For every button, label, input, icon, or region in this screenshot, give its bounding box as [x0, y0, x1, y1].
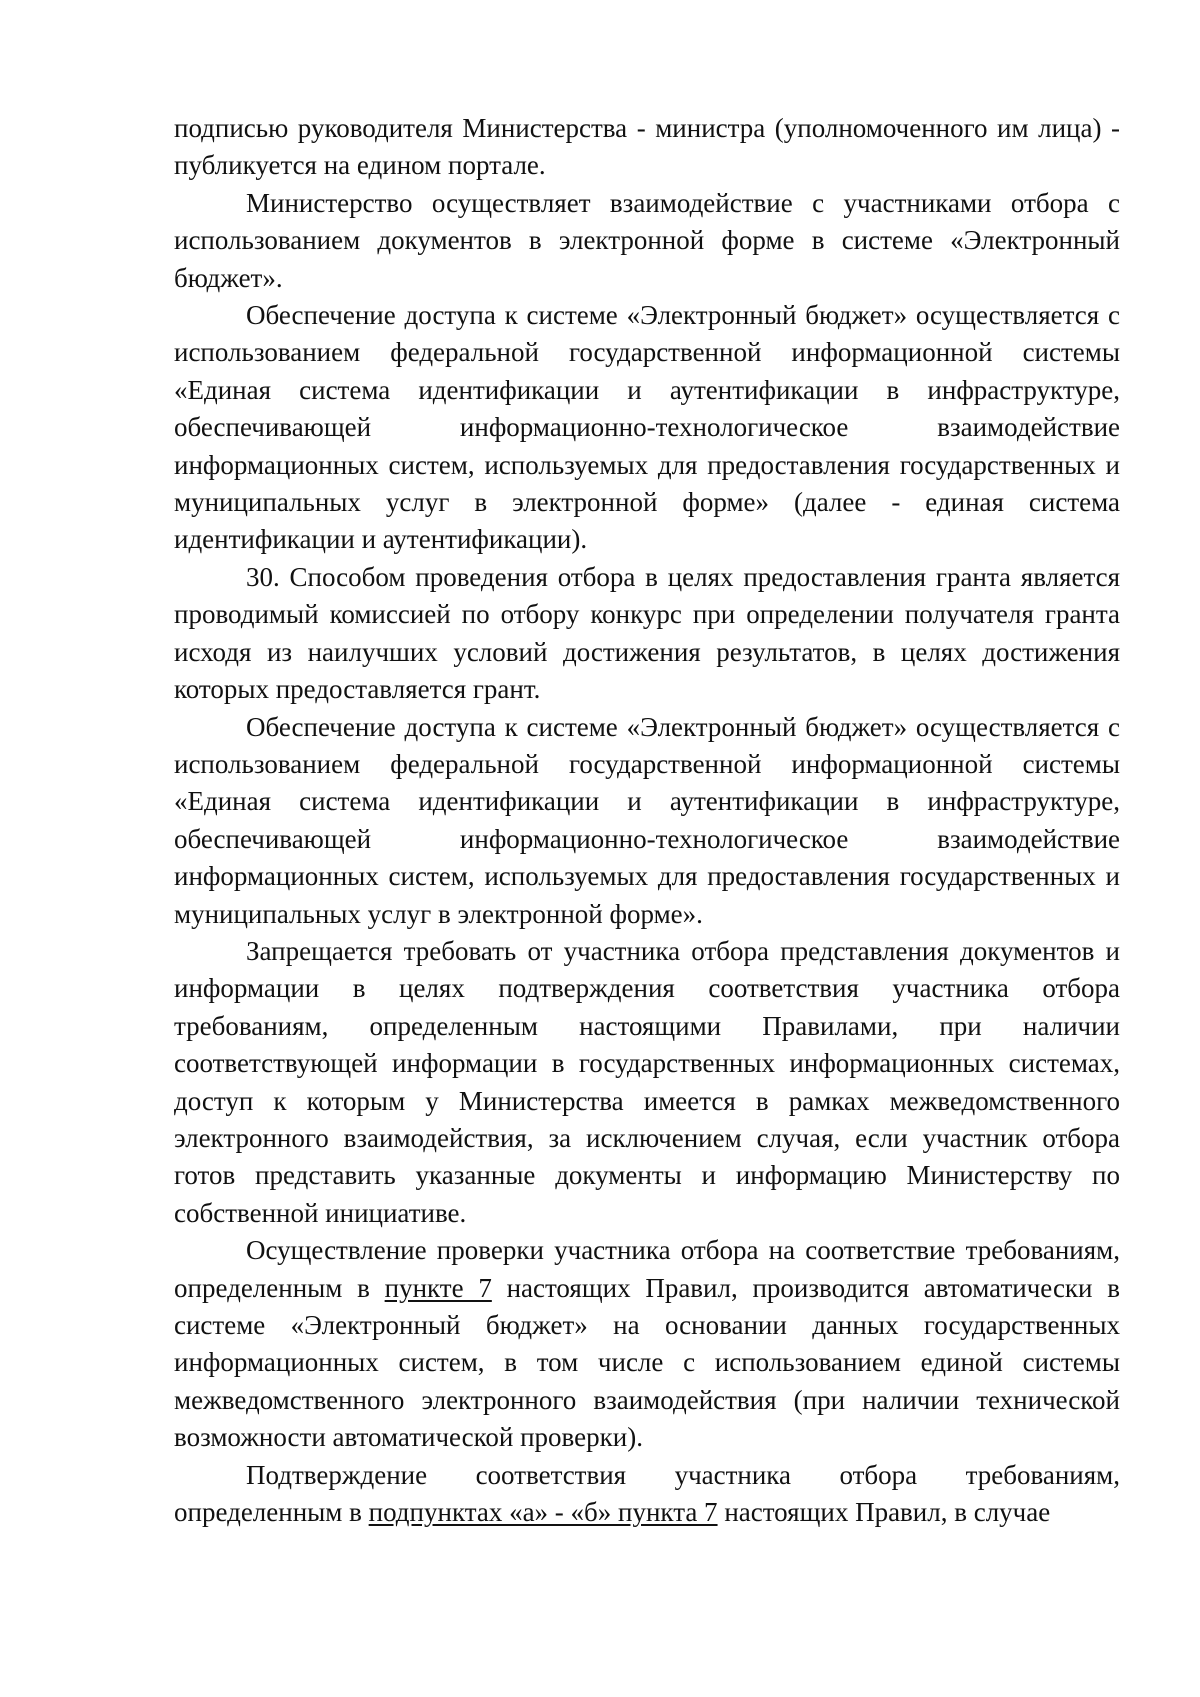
paragraph	[174, 185, 1120, 297]
paragraph-text: настоящих Правил, производится автоматически в системе «Электронный бюджет» на основании данных государственных информационных систем, в том числе с использованием единой системы межведомственного электронного взаимодействия (при наличии технической возможности автоматической проверки).	[174, 1272, 1120, 1453]
paragraph-text: Подтверждение соответствия участника отбора требованиям, определенным в	[174, 1459, 1120, 1528]
paragraph	[174, 709, 1120, 933]
paragraph	[174, 933, 1120, 1232]
paragraph-text: Обеспечение доступа к системе «Электронный бюджет» осуществляется с использованием федеральной государственной информационной системы «Единая система идентификации и аутентификации в инфраструктуре, обеспечивающей информационно-технологическое взаимодействие информационных систем, используемых для предоставления государственных и муниципальных услуг в электронной форме».	[174, 711, 1120, 929]
paragraph-text: подписью руководителя Министерства - министра (уполномоченного им лица) - публикуется на едином портале.	[174, 113, 1120, 181]
document-page	[174, 110, 1120, 1531]
paragraph	[174, 110, 1120, 185]
paragraph-text: Министерство осуществляет взаимодействие с участниками отбора с использованием документов в электронной форме в системе «Электронный бюджет».	[174, 187, 1120, 293]
paragraph-text: настоящих Правил, в случае	[717, 1497, 1051, 1528]
paragraph-text: Обеспечение доступа к системе «Электронный бюджет» осуществляется с использованием федеральной государственной информационной системы «Единая система идентификации и аутентификации в инфраструктуре, обеспечивающей информационно-технологическое взаимодействие информационных систем, используемых для предоставления государственных и муниципальных услуг в электронной форме» (далее - единая система идентификации и аутентификации).	[174, 300, 1120, 555]
paragraph-text: Осуществление проверки участника отбора на соответствие требованиям, определенным в	[174, 1235, 1120, 1303]
document-reference-link[interactable]: подпунктах «а» - «б» пункта 7	[368, 1497, 718, 1528]
paragraph	[174, 559, 1120, 709]
paragraph	[174, 1457, 1120, 1532]
paragraph	[174, 1232, 1120, 1456]
paragraph	[174, 297, 1120, 559]
document-reference-link[interactable]: пункте 7	[384, 1272, 492, 1303]
paragraph-text: 30. Способом проведения отбора в целях предоставления гранта является проводимый комиссией по отбору конкурс при определении получателя гранта исходя из наилучших условий достижения результатов, в целях достижения которых предоставляется грант.	[174, 561, 1120, 705]
paragraph-text: Запрещается требовать от участника отбора представления документов и информации в целях подтверждения соответствия участника отбора требованиям, определенным настоящими Правилами, при наличии соответствующей информации в государственных информационных системах, доступ к которым у Министерства имеется в рамках межведомственного электронного взаимодействия, за исключением случая, если участник отбора готов представить указанные документы и информацию Министерству по собственной инициативе.	[174, 935, 1120, 1228]
